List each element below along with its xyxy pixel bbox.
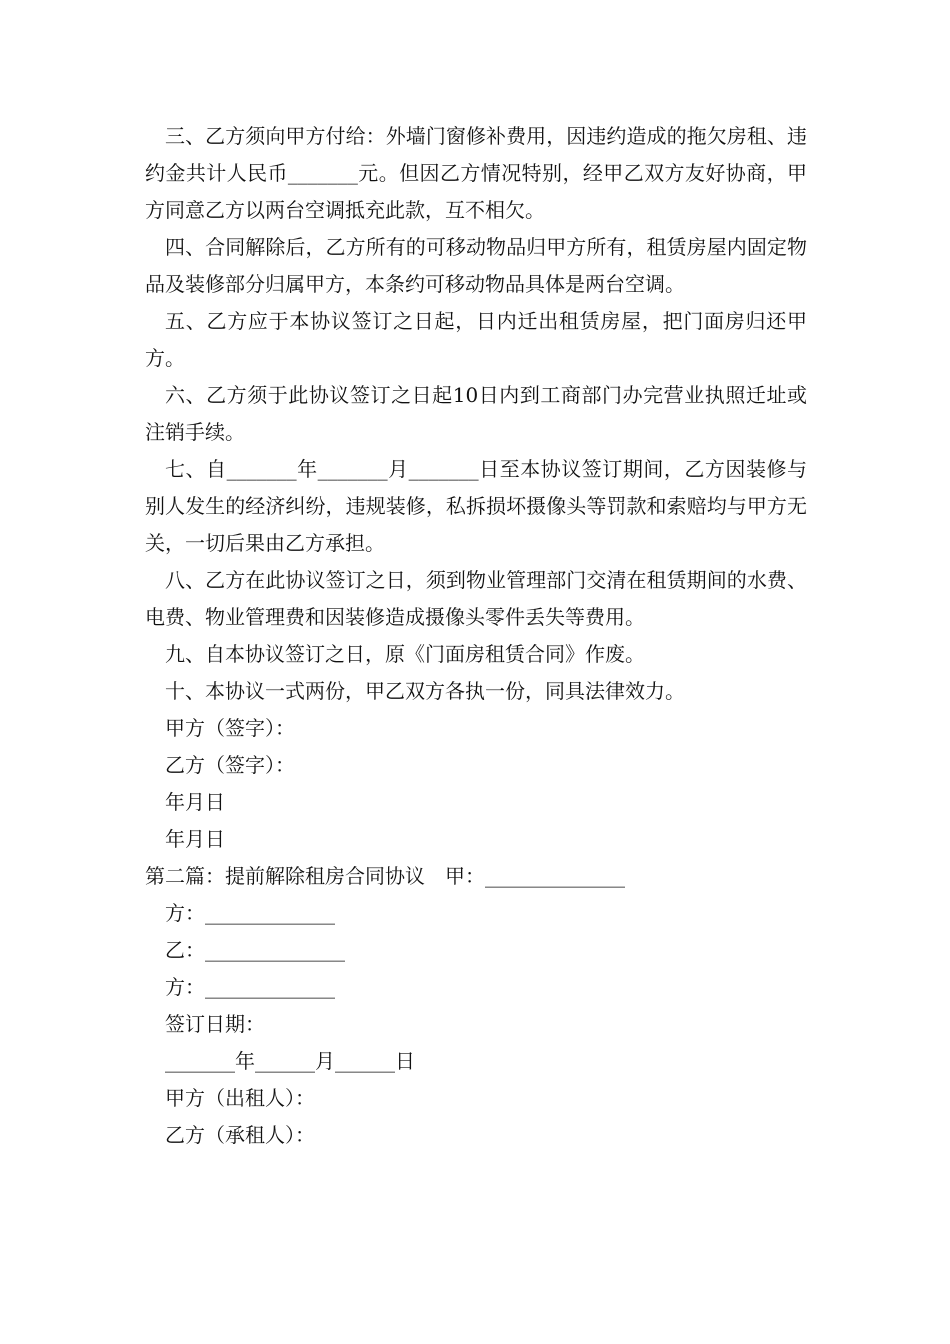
- signing-date-blank: _______年______月______日: [165, 1049, 415, 1073]
- document-body: [145, 118, 807, 1154]
- party-line-3: 方：_____________: [165, 975, 335, 999]
- party-line-1: 方：_____________: [165, 901, 335, 925]
- clause-7: 七、自_______年_______月_______日至本协议签订期间，乙方因装修与别人发生的经济纠纷，违规装修，私拆损坏摄像头等罚款和索赔均与甲方无关，一切后果由乙方承担。: [145, 457, 807, 555]
- date-line-1: 年月日: [165, 790, 225, 814]
- party-b-signature: 乙方（签字）：: [165, 753, 295, 777]
- lessee-line: 乙方（承租人）：: [165, 1123, 315, 1147]
- clause-6: 六、乙方须于此协议签订之日起10日内到工商部门办完营业执照迁址或注销手续。: [145, 383, 807, 444]
- clause-9: 九、自本协议签订之日，原《门面房租赁合同》作废。: [165, 642, 645, 666]
- party-line-2: 乙：______________: [165, 938, 345, 962]
- section-heading: 第二篇：提前解除租房合同协议 甲：______________: [145, 864, 625, 888]
- clause-3: 三、乙方须向甲方付给：外墙门窗修补费用，因违约造成的拖欠房租、违约金共计人民币_______元。但因乙方情况特别，经甲乙双方友好协商，甲方同意乙方以两台空调抵充此款，互不相欠。: [145, 124, 807, 222]
- date-line-2: 年月日: [165, 827, 225, 851]
- clause-4: 四、合同解除后，乙方所有的可移动物品归甲方所有，租赁房屋内固定物品及装修部分归属甲方，本条约可移动物品具体是两台空调。: [145, 235, 807, 296]
- clause-10: 十、本协议一式两份，甲乙双方各执一份，同具法律效力。: [165, 679, 685, 703]
- party-a-signature: 甲方（签字）：: [165, 716, 295, 740]
- clause-8: 八、乙方在此协议签订之日，须到物业管理部门交清在租赁期间的水费、电费、物业管理费和因装修造成摄像头零件丢失等费用。: [145, 568, 807, 629]
- lessor-line: 甲方（出租人）：: [165, 1086, 315, 1110]
- clause-5: 五、乙方应于本协议签订之日起，日内迁出租赁房屋，把门面房归还甲方。: [145, 309, 807, 370]
- signing-date-label: 签订日期：: [165, 1012, 265, 1036]
